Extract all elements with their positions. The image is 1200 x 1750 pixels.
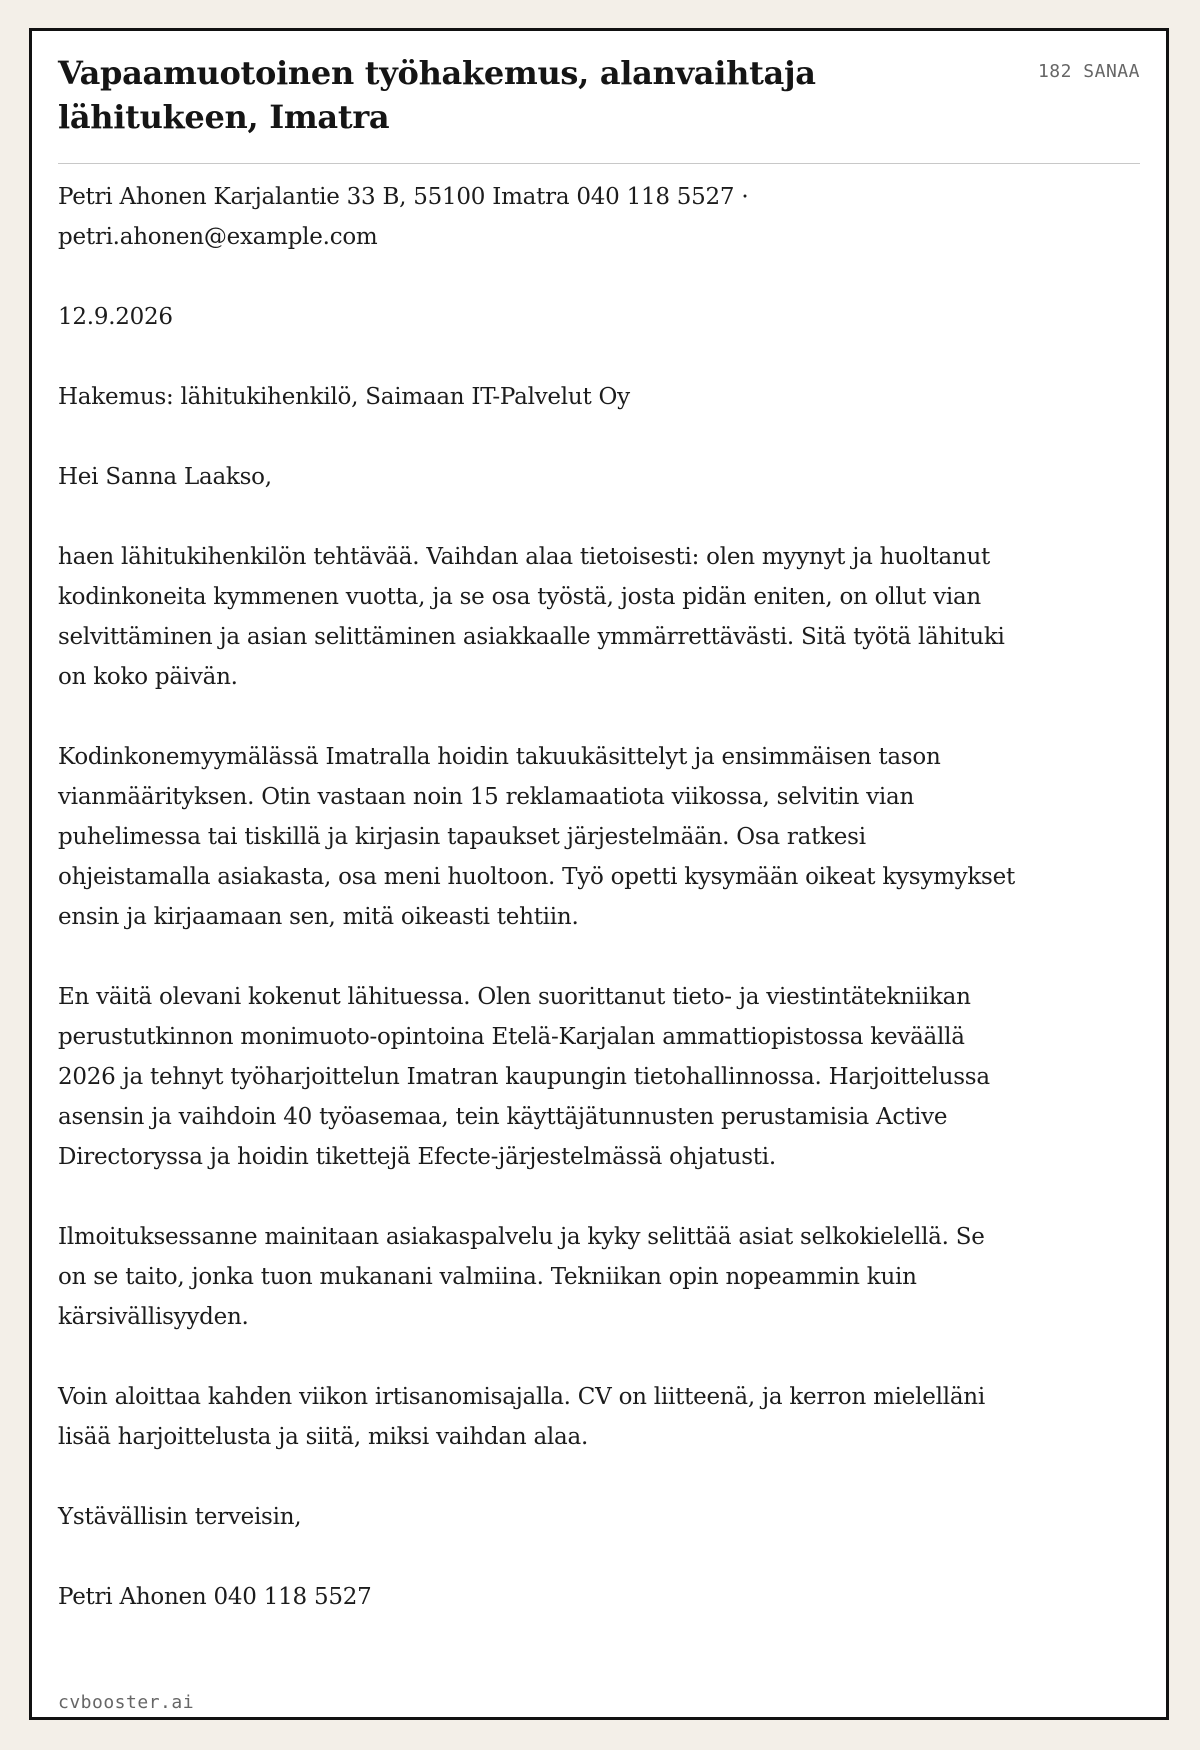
body-paragraph: Voin aloittaa kahden viikon irtisanomisajalla. CV on liitteenä, ja kerron mielelläni lisää harjoittelusta ja siitä, miksi vaihdan alaa. (58, 1384, 985, 1450)
word-count-badge: 182 SANAA (1037, 61, 1140, 82)
body-paragraph: En väitä olevani kokenut lähituessa. Olen suorittanut tieto- ja viestintätekniikan perustutkinnon monimuoto-opintoina Etelä-Karjalan ammattiopistossa keväällä 2026 ja tehnyt työharjoittelun Imatran kaupungin tietohallinnossa. Harjoittelussa asensin ja vaihdoin 40 työasemaa, tein käyttäjätunnusten perustamisia Active Directoryssa ja hoidin tikettejä Efecte-järjestelmässä ohjatusti. (58, 984, 990, 1170)
letter-subject: Hakemus: lähitukihenkilö, Saimaan IT-Palvelut Oy (58, 384, 630, 410)
letter-closing: Ystävällisin terveisin, (58, 1504, 302, 1530)
footer-brand: cvbooster.ai (58, 1692, 195, 1713)
letter-title: Vapaamuotoinen työhakemus, alanvaihtaja lähitukeen, Imatra (58, 54, 816, 136)
letter-greeting: Hei Sanna Laakso, (58, 464, 272, 490)
body-paragraph: Kodinkonemyymälässä Imatralla hoidin takuukäsittelyt ja ensimmäisen tason vianmäärityksen. Otin vastaan noin 15 reklamaatiota viikossa, selvitin vian puhelimessa tai tiskillä ja kirjasin tapaukset järjestelmään. Osa ratkesi ohjeistamalla asiakasta, osa meni huoltoon. Työ opetti kysymään oikeat kysymykset ensin ja kirjaamaan sen, mitä oikeasti tehtiin. (58, 744, 1015, 930)
letter-header (58, 51, 1140, 164)
letter-signature: Petri Ahonen 040 118 5527 (58, 1584, 372, 1610)
letter-date: 12.9.2026 (58, 304, 173, 330)
letter-card (29, 28, 1169, 1720)
body-paragraph: haen lähitukihenkilön tehtävää. Vaihdan alaa tietoisesti: olen myynyt ja huoltanut kodinkoneita kymmenen vuotta, ja se osa työstä, josta pidän eniten, on ollut vian selvittäminen ja asian selittäminen asiakkaalle ymmärrettävästi. Sitä työtä lähituki on koko päivän. (58, 544, 1005, 690)
sender-info: Petri Ahonen Karjalantie 33 B, 55100 Imatra 040 118 5527 · petri.ahonen@example.com (58, 184, 749, 250)
body-paragraph: Ilmoituksessanne mainitaan asiakaspalvelu ja kyky selittää asiat selkokielellä. Se on se taito, jonka tuon mukanani valmiina. Tekniikan opin nopeammin kuin kärsivällisyyden. (58, 1224, 985, 1330)
letter-body (58, 177, 1018, 1617)
